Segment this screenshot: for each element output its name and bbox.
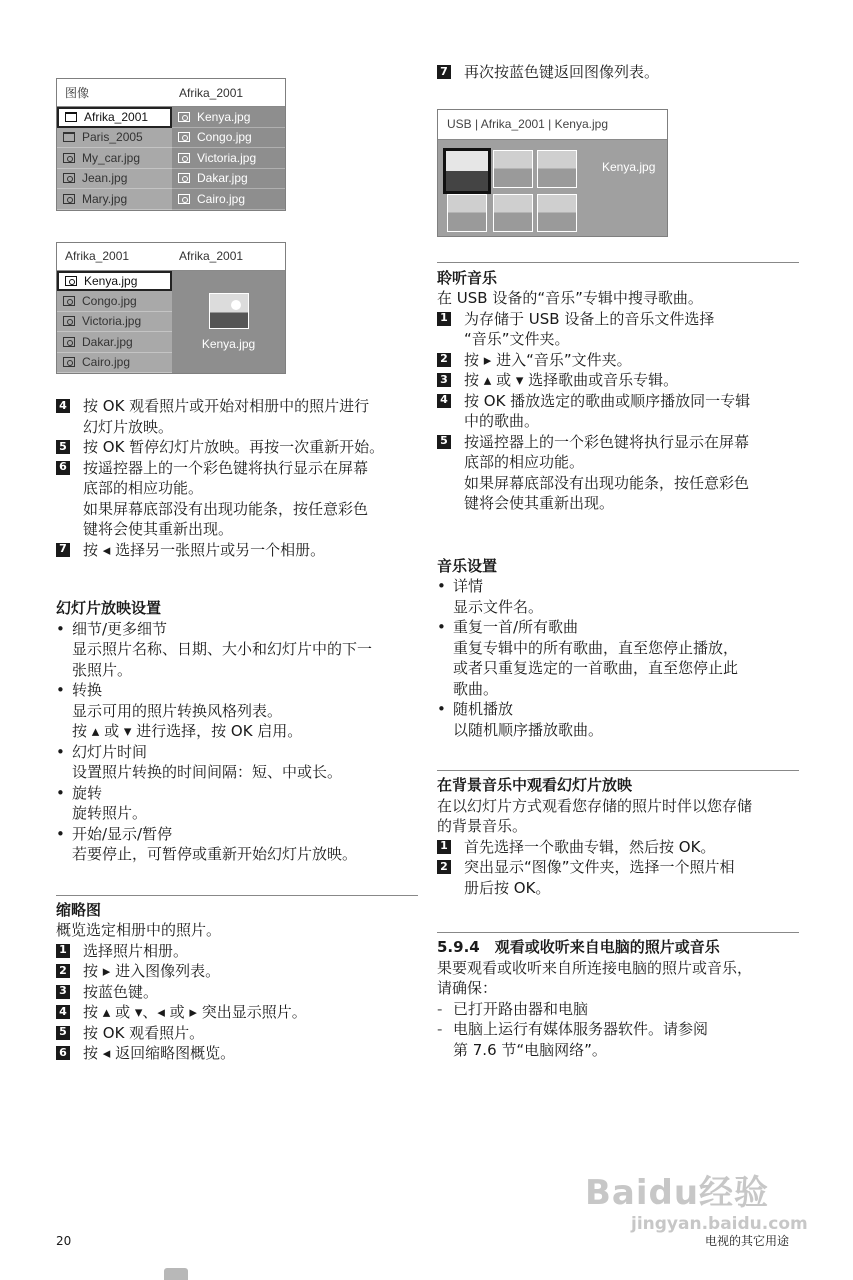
list-item[interactable]: Cairo.jpg — [57, 353, 172, 374]
dash-item: - 电脑上运行有媒体服务器软件。请参阅 第 7.6 节“电脑网络”。 — [437, 1020, 709, 1059]
bullet-item: • 重复一首/所有歌曲 重复专辑中的所有歌曲，直至您停止播放， 或者只重复选定的一首歌曲，直至您停止此 歌曲。 — [437, 618, 739, 698]
camera-icon — [178, 173, 190, 183]
list-item[interactable]: Congo.jpg — [57, 291, 172, 312]
list-item[interactable]: Kenya.jpg — [172, 107, 285, 128]
dash-item: - 已打开路由器和电脑 — [437, 999, 589, 1018]
photo-preview-panel — [56, 242, 286, 375]
panel-header-right: Afrika_2001 — [179, 249, 244, 263]
camera-icon — [63, 337, 75, 347]
bullet-item: • 幻灯片时间 设置照片转换的时间间隔：短、中或长。 — [56, 742, 343, 781]
right-column — [437, 62, 799, 1060]
camera-icon — [63, 173, 75, 183]
thumbnail[interactable] — [537, 194, 577, 232]
bullet-item: • 转换 显示可用的照片转换风格列表。 按 ▴ 或 ▾ 进行选择，按 OK 启用。 — [56, 681, 303, 740]
panel-header-right: Afrika_2001 — [179, 85, 244, 100]
panel-header-left: Afrika_2001 — [65, 249, 130, 263]
bullet-item: • 随机播放 以随机顺序播放歌曲。 — [437, 700, 604, 739]
pc-section: 5.9.4 观看或收听来自电脑的照片或音乐 果要观看或收听来自所连接电脑的照片或音乐， 请确保： - 已打开路由器和电脑 - 电脑上运行有媒体服务器软件。请参阅 第 7.6 节“电脑网络”。 — [437, 932, 799, 1060]
list-item[interactable]: Dakar.jpg — [172, 169, 285, 190]
preview-label: Kenya.jpg — [201, 336, 256, 351]
section-title: 聆听音乐 — [437, 268, 498, 287]
photo-list — [57, 271, 172, 374]
step-item: 3 按蓝色键。 — [56, 982, 418, 1003]
image-list-panel — [56, 78, 286, 211]
step-item: 4 按 OK 观看照片或开始对相册中的照片进行 幻灯片放映。 — [56, 396, 418, 437]
camera-icon — [63, 194, 75, 204]
list-item[interactable]: Congo.jpg — [172, 128, 285, 149]
thumbnail[interactable] — [537, 150, 577, 188]
panel-header-left: 图像 — [65, 86, 90, 100]
step-item: 2 按 ▸ 进入“音乐”文件夹。 — [437, 350, 799, 371]
thumbnail[interactable] — [493, 150, 533, 188]
landscape-image-icon — [209, 293, 249, 329]
section-title: 音乐设置 — [437, 556, 498, 575]
list-item[interactable]: Victoria.jpg — [172, 148, 285, 169]
step-item: 1 为存储于 USB 设备上的音乐文件选择 “音乐”文件夹。 — [437, 309, 799, 350]
steps-list — [56, 396, 418, 560]
watermark-logo: Baidu经验 jingyan.baidu.com — [585, 1173, 808, 1234]
step-item: 6 按 ◂ 返回缩略图概览。 — [56, 1043, 418, 1064]
section-title: 5.9.4 观看或收听来自电脑的照片或音乐 — [437, 938, 720, 956]
bullet-item: • 详情 显示文件名。 — [437, 577, 544, 616]
step-item: 5 按 OK 观看照片。 — [56, 1023, 418, 1044]
thumbnail-grid — [438, 140, 667, 236]
music-section: 聆听音乐 在 USB 设备的“音乐”专辑中搜寻歌曲。 1 为存储于 USB 设备上的音乐文件选择 “音乐”文件夹。 2 按 ▸ 进入“音乐”文件夹。 3 按 ▴ 或 ▾ 选择歌曲或音乐专辑。 4 按 OK 播放选定的歌曲或顺序播放同一专辑 中的歌曲。 5 按遥控器上的一个彩色键将执行显示在屏幕 底部的相应功能。 如果屏幕底部没有出现功能条，按任意彩色 键将会使其重新出现。 — [437, 262, 799, 514]
step-item: 2 突出显示“图像”文件夹，选择一个照片相 册后按 OK。 — [437, 857, 799, 898]
music-settings-section — [437, 556, 799, 741]
list-item[interactable]: Mary.jpg — [57, 189, 172, 210]
thumbnails-section: 缩略图 概览选定相册中的照片。 1 选择照片相册。 2 按 ▸ 进入图像列表。 3 按蓝色键。 4 按 ▴ 或 ▾、◂ 或 ▸ 突出显示照片。 5 按 OK 观看照片。 6 按 ◂ 返回缩略图概览。 — [56, 895, 418, 1064]
list-item[interactable]: Dakar.jpg — [57, 332, 172, 353]
camera-icon — [63, 357, 75, 367]
camera-icon — [178, 153, 190, 163]
step-item: 5 按遥控器上的一个彩色键将执行显示在屏幕 底部的相应功能。 如果屏幕底部没有出现功能条，按任意彩色 键将会使其重新出现。 — [437, 432, 799, 514]
panel-header — [57, 79, 285, 107]
camera-icon — [65, 276, 77, 286]
bg-music-section: 在背景音乐中观看幻灯片放映 在以幻灯片方式观看您存储的照片时伴以您存储 的背景音乐。 1 首先选择一个歌曲专辑，然后按 OK。 2 突出显示“图像”文件夹，选择一个照片相 册后按 OK。 — [437, 770, 799, 898]
photo-preview — [172, 271, 285, 374]
bullet-item: • 开始/显示/暂停 若要停止，可暂停或重新开始幻灯片放映。 — [56, 824, 358, 863]
list-item[interactable]: Paris_2005 — [57, 128, 172, 149]
thumbnail-panel — [437, 109, 668, 237]
page-tab — [164, 1268, 188, 1280]
list-item[interactable]: Cairo.jpg — [172, 189, 285, 210]
section-title: 在背景音乐中观看幻灯片放映 — [437, 776, 633, 794]
thumbnail[interactable] — [447, 194, 487, 232]
breadcrumb: USB | Afrika_2001 | Kenya.jpg — [438, 110, 667, 140]
list-item[interactable]: My_car.jpg — [57, 148, 172, 169]
left-column — [56, 78, 418, 1064]
panel-header — [57, 243, 285, 271]
camera-icon — [178, 132, 190, 142]
step-item: 2 按 ▸ 进入图像列表。 — [56, 961, 418, 982]
step-item: 6 按遥控器上的一个彩色键将执行显示在屏幕 底部的相应功能。 如果屏幕底部没有出现功能条，按任意彩色 键将会使其重新出现。 — [56, 458, 418, 540]
footer-section-title: 电视的其它用途 — [705, 1234, 790, 1248]
camera-icon — [178, 112, 190, 122]
step-item: 5 按 OK 暂停幻灯片放映。再按一次重新开始。 — [56, 437, 418, 458]
list-item[interactable]: Kenya.jpg — [57, 271, 172, 292]
folder-icon — [63, 132, 75, 142]
step-item: 7 按 ◂ 选择另一张照片或另一个相册。 — [56, 540, 418, 561]
step-item: 1 选择照片相册。 — [56, 941, 418, 962]
step-item: 3 按 ▴ 或 ▾ 选择歌曲或音乐专辑。 — [437, 370, 799, 391]
section-title: 幻灯片放映设置 — [56, 599, 162, 617]
folder-list — [57, 107, 172, 210]
step-item: 1 首先选择一个歌曲专辑，然后按 OK。 — [437, 837, 799, 858]
list-item[interactable]: Afrika_2001 — [57, 107, 172, 128]
thumbnail[interactable] — [443, 148, 491, 194]
slideshow-settings-section — [56, 598, 418, 865]
step-item: 4 按 OK 播放选定的歌曲或顺序播放同一专辑 中的歌曲。 — [437, 391, 799, 432]
camera-icon — [178, 194, 190, 204]
bullet-item: • 旋转 旋转照片。 — [56, 783, 148, 822]
camera-icon — [63, 153, 75, 163]
list-item[interactable]: Victoria.jpg — [57, 312, 172, 333]
list-item[interactable]: Jean.jpg — [57, 169, 172, 190]
page-number: 20 — [56, 1234, 72, 1248]
preview-label: Kenya.jpg — [602, 159, 656, 174]
bullet-item: • 细节/更多细节 显示照片名称、日期、大小和幻灯片中的下一 张照片。 — [56, 619, 373, 679]
thumbnail[interactable] — [493, 194, 533, 232]
step-item: 7 再次按蓝色键返回图像列表。 — [437, 62, 799, 83]
section-title: 缩略图 — [56, 900, 102, 919]
folder-icon — [65, 112, 77, 122]
step-item: 4 按 ▴ 或 ▾、◂ 或 ▸ 突出显示照片。 — [56, 1002, 418, 1023]
camera-icon — [63, 296, 75, 306]
camera-icon — [63, 316, 75, 326]
file-list — [172, 107, 285, 210]
